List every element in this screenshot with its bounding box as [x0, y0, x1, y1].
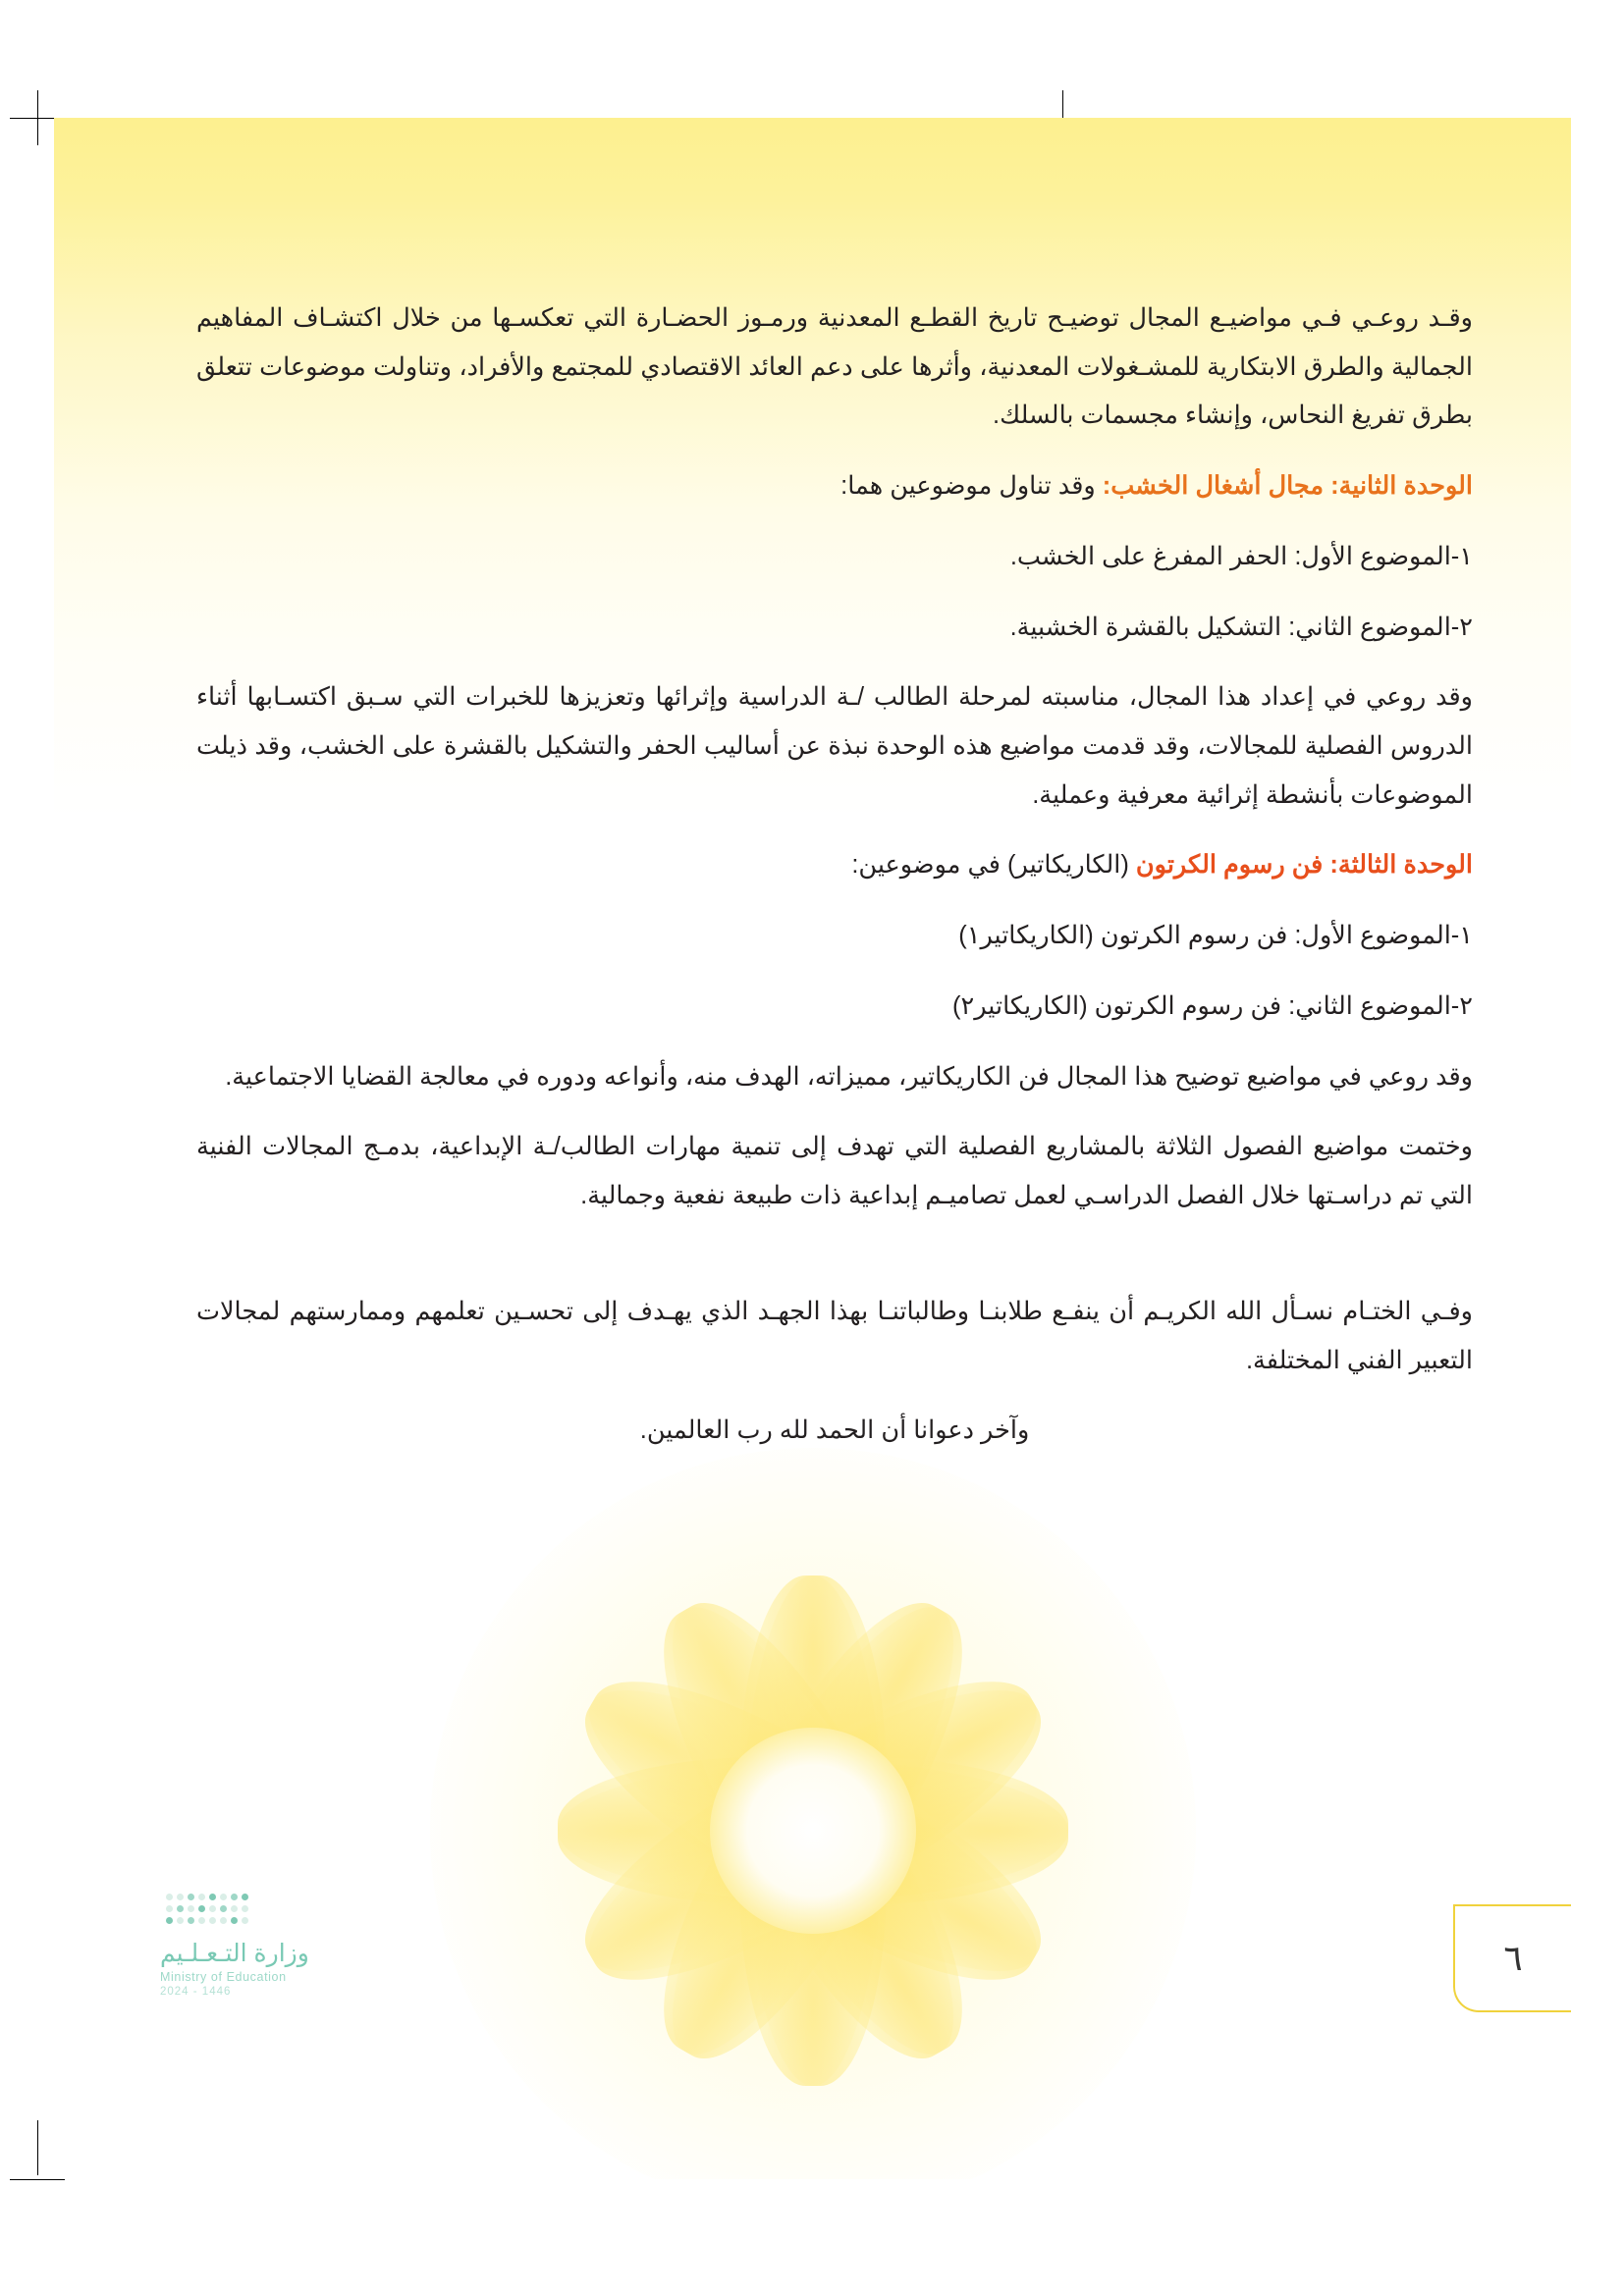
- sun-glow: [430, 1448, 1196, 2179]
- ministry-name-ar: وزارة التـعـلـيم: [160, 1940, 309, 1967]
- petal: [555, 1639, 1070, 2022]
- petal: [555, 1639, 1070, 2022]
- paragraph-caricature-description: وقد روعي في مواضيع توضيح هذا المجال فن الكاريكاتير، مميزاته، الهدف منه، وأنواعه ودوره في معالجة القضايا الاجتماعية.: [225, 1062, 1473, 1091]
- paragraph-wood-description: وقد روعي في إعداد هذا المجال، مناسبته لمرحلة الطالب /ـة الدراسية وإثرائها وتعزيزها للخبرات التي سـبق اكتسـابها أثناء الدروس الفصلية للمجالات، وقد قدمت مواضيع هذه الوحدة نبذة عن أساليب الحفر والتشكيل بالقشرة على الخشب، وقد ذيلت الموضوعات بأنشطة إثرائية معرفية وعملية.: [196, 683, 1473, 809]
- ministry-logo: [160, 1894, 386, 1998]
- unit-three-label: الوحدة الثالثة: فن رسوم الكرتون: [1135, 851, 1473, 880]
- crop-mark-bottom-left-vertical: [37, 2120, 38, 2175]
- body-text: [196, 294, 1473, 1477]
- petal: [622, 1573, 1004, 2088]
- spacer: [196, 1243, 1473, 1288]
- petal: [739, 1575, 887, 2086]
- unit-two-text: وقد تناول موضوعين هما:: [840, 472, 1103, 501]
- list-item-unit-three-topic-two: ٢-الموضوع الثاني: فن رسوم الكرتون (الكاريكاتير٢): [952, 991, 1473, 1020]
- crop-mark-bottom-left-horizontal: [10, 2179, 65, 2180]
- list-item-unit-two-topic-two: ٢-الموضوع الثاني: التشكيل بالقشرة الخشبية.: [1009, 613, 1473, 641]
- paragraph-unit-two: [196, 462, 1473, 511]
- paragraph-final-line: وآخر دعوانا أن الحمد لله رب العالمين.: [639, 1416, 1030, 1445]
- paragraph-intro-metal: وقـد روعـي فـي مواضيـع المجال توضيـح تاريخ القطـع المعدنية ورمـوز الحضـارة التي تعكسـها من خلال اكتشـاف المفاهيم الجمالية والطرق الابتكارية للمشـغولات المعدنية، وأثرها على دعم العائد الاقتصادي للمجتمع والأفراد، وتناولت موضوعات تتعلق بطرق تفريغ النحاس، وإنشاء مجسمات بالسلك.: [196, 304, 1473, 430]
- paragraph-unit-three: [196, 841, 1473, 890]
- paragraph-closing-prayer: وفـي الختـام نسـأل الله الكريـم أن ينفـع طلابنـا وطالباتنـا بهذا الجهـد الذي يهـدف إلى تحسـين تعلمهم وممارستهم لمجالات التعبير الفني المختلفة.: [196, 1297, 1473, 1374]
- unit-two-label: الوحدة الثانية: مجال أشغال الخشب:: [1102, 472, 1473, 501]
- petal: [555, 1639, 1070, 2022]
- sun-core: [710, 1728, 916, 1934]
- list-item-unit-two-topic-one: ١-الموضوع الأول: الحفر المفرغ على الخشب.: [1009, 542, 1473, 570]
- petal: [622, 1573, 1004, 2088]
- petal: [622, 1573, 1004, 2088]
- petal: [558, 1757, 1068, 1904]
- petal: [555, 1639, 1070, 2022]
- page-number-tab: [1453, 1904, 1571, 2012]
- page-number: ٦: [1503, 1938, 1523, 1978]
- ministry-dots-icon: [166, 1894, 386, 1929]
- ministry-name-en: Ministry of Education: [160, 1970, 287, 1984]
- petal: [739, 1575, 887, 2086]
- content-panel: [54, 118, 1571, 2179]
- ministry-year: 2024 - 1446: [160, 1986, 232, 1998]
- unit-three-text: (الكاريكاتير) في موضوعين:: [851, 851, 1136, 880]
- petal: [622, 1573, 1004, 2088]
- petal: [558, 1757, 1068, 1904]
- list-item-unit-three-topic-one: ١-الموضوع الأول: فن رسوم الكرتون (الكاريكاتير١): [958, 922, 1473, 950]
- paragraph-projects-summary: وختمت مواضيع الفصول الثلاثة بالمشاريع الفصلية التي تهدف إلى تنمية مهارات الطالب/ـة الإبداعية، بدمـج المجالات الفنية التي تم دراسـتها خلال الفصل الدراسـي لعمل تصاميـم إبداعية ذات طبيعة نفعية وجمالية.: [196, 1133, 1473, 1210]
